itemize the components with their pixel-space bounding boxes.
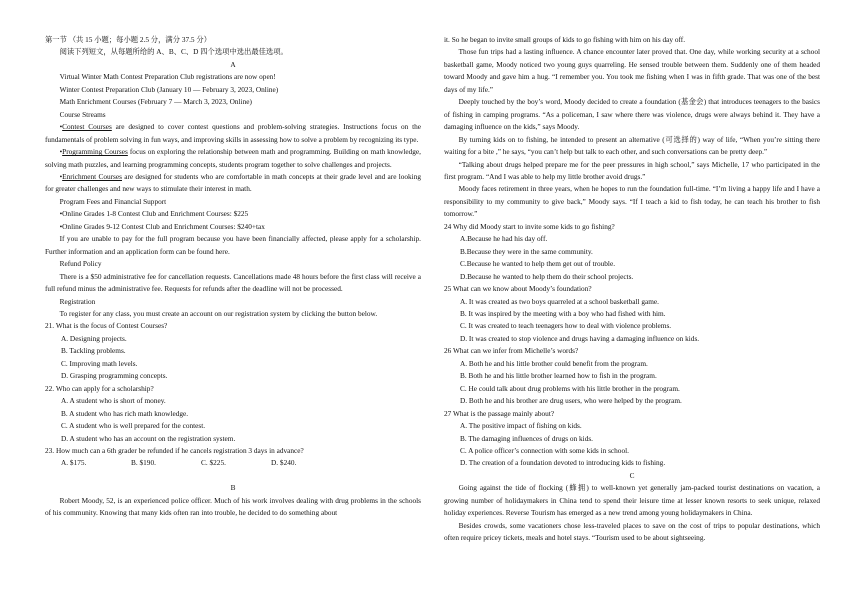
option: B. A student who has rich math knowledge.	[61, 408, 189, 418]
fee-item: •Online Grades 1-8 Contest Club and Enrichment Courses: $225	[59, 209, 249, 219]
passage-a-label: A	[230, 59, 236, 69]
enrichment-courses-paragraph: •Enrichment Courses are designed for students who are comfortable in math concepts at their grade level and are looking for greater challenges and new ways to stimulate their interest in math.	[45, 171, 421, 194]
question-22: 22. Who can apply for a scholarship?	[45, 383, 154, 393]
fees-text: If you are unable to pay for the full program because you have been financially affected, please apply for a scholarship. Further information and an application form can be found here.	[45, 234, 421, 256]
question-25: 25 What can we know about Moody’s foundation?	[444, 284, 592, 294]
option: B. Tackling problems.	[61, 346, 126, 356]
option: D. A student who has an account on the registration system.	[61, 433, 236, 443]
refund-text: There is a $50 administrative fee for cancellation requests. Cancellations made 48 hours before the first class will receive a full refund minus the administrative fee. Requests for refunds after the deadline will not be processed.	[45, 271, 421, 294]
contest-courses-term: Contest Courses	[62, 122, 112, 132]
question-24: 24 Why did Moody start to invite some kids to go fishing?	[444, 221, 615, 231]
instructions: 阅读下列短文，从每题所给的 A、B、C、D 四个选项中选出最佳选项。	[59, 47, 288, 57]
passage-b-continued: it. So he began to invite small groups of kids to go fishing with him on his day off.	[444, 35, 686, 44]
option: B.Because they were in the same community.	[460, 246, 593, 256]
question-26: 26 What can we infer from Michelle’s words?	[444, 346, 579, 356]
question-27: 27 What is the passage mainly about?	[444, 408, 555, 418]
option: D. $240.	[271, 458, 297, 468]
option: B. The damaging influences of drugs on kids.	[460, 433, 594, 443]
section-title: 第一节 （共 15 小题；每小题 2.5 分，满分 37.5 分）	[45, 35, 212, 44]
right-column	[444, 34, 820, 545]
passage-b-label: B	[230, 483, 236, 493]
option: A. $175.	[61, 458, 87, 468]
option: A. The positive impact of fishing on kids.	[460, 421, 582, 431]
passage-b-paragraph: “Talking about drugs helped prepare me for the peer pressures in high school,” says Michelle, 17 who participated in the first program. “And I was able to help my little brother avoid drugs.”	[444, 159, 820, 181]
option: C. A student who is well prepared for the contest.	[61, 421, 206, 431]
option: B. $190.	[131, 458, 156, 468]
option: A. Both he and his little brother could benefit from the program.	[460, 358, 648, 368]
option: C. He could talk about drug problems with his little brother in the program.	[460, 383, 680, 393]
option: D. Both he and his brother are drug users, who were helped by the program.	[460, 396, 682, 406]
left-column	[45, 34, 421, 520]
contest-courses-text: are designed to cover contest questions and problem-solving strategies. Instructions focus on the fundamentals of problem solving in fun ways, and improving skills in assessing how to solve a problem by recognizing its type.	[45, 122, 422, 144]
option: A. A student who is short of money.	[61, 396, 166, 406]
question-21: 21. What is the focus of Contest Courses?	[45, 321, 168, 331]
a-line: Math Enrichment Courses (February 7 — March 3, 2023, Online)	[59, 97, 252, 107]
passage-b-paragraph: By turning kids on to fishing, he intended to present an alternative (可选择的) way of life, “When you’re sitting there waiting for a bite ,” he says, “you can’t help but talk to each other, and such conversations can be pretty deep.”	[444, 134, 820, 157]
registration-title: Registration	[59, 296, 96, 306]
enrichment-courses-term: Enrichment Courses	[62, 171, 122, 181]
passage-b-paragraph: Deeply touched by the boy’s word, Moody decided to create a foundation (基金会) that introduces teenagers to the basics of fishing in camping programs. “As a policeman, I saw where there was violence, drugs were always behind it. They have a damaging influence on the kids,” says Moody.	[444, 97, 820, 132]
passage-c-label: C	[629, 470, 635, 480]
option: B. It was inspired by the meeting with a boy who had fished with him.	[460, 308, 666, 318]
registration-text: To register for any class, you must create an account on our registration system by clicking the button below.	[59, 308, 378, 318]
fees-title: Program Fees and Financial Support	[59, 196, 167, 206]
option: D. The creation of a foundation devoted to introducing kids to fishing.	[460, 458, 666, 468]
option: C. Improving math levels.	[61, 358, 138, 368]
a-line: Virtual Winter Math Contest Preparation Club registrations are now open!	[59, 72, 276, 82]
passage-c-paragraph: Besides crowds, some vacationers chose less-traveled places to save on the cost of trips to popular destinations, which often require pricey tickets, meals and hotel stays. “Tourism used to be about sightseeing.	[444, 520, 820, 543]
option: D. It was created to stop violence and drugs having a damaging influence on kids.	[460, 333, 700, 343]
passage-c-paragraph: Going against the tide of flocking (蜂拥) to well-known yet generally jam-packed tourist destinations on vacation, a growing number of holidaymakers in China tend to spend their leisure time at lesser known resorts to seek unique, relaxed holiday experiences. Reverse Tourism has emerged as a new trend among young holidaymakers in China.	[444, 483, 820, 518]
option: A. It was created as two boys quarreled at a school basketball game.	[460, 296, 659, 306]
option: C. A police officer’s connection with some kids in school.	[460, 445, 629, 455]
option: D. Grasping programming concepts.	[61, 371, 168, 381]
contest-courses-paragraph: •Contest Courses are designed to cover contest questions and problem-solving strategies. Instructions focus on the fundamentals of problem solving in fun ways, and improving skills in assessing how to solve a problem by recognizing its type.	[45, 122, 422, 144]
a-line: Course Streams	[59, 109, 106, 119]
option: A.Because he had his day off.	[460, 234, 548, 244]
passage-b-paragraph: Those fun trips had a lasting influence. A chance encounter later proved that. One day, while working security at a school basketball game, Moody noticed two young guys quarreling. He sensed trouble between them. Suddenly one of them headed toward Moody and gave him a hug. “I remember you. You took me fishing when I was in fifth grade. That was one of the best days of my life.”	[444, 47, 820, 94]
enrichment-courses-text: are designed for students who are comfortable in math concepts at their grade level and are looking for greater challenges and new ways to stimulate their interest in math.	[45, 171, 421, 194]
refund-title: Refund Policy	[59, 259, 102, 269]
programming-courses-paragraph: •Programming Courses focus on exploring the relationship between math and programming. Building on math knowledge, solving math puzzles, and learning programming concepts, students program together to solve challenges and projects.	[45, 147, 421, 169]
question-23: 23. How much can a 6th grader be refunded if he cancels registration 3 days in advance?	[45, 445, 304, 455]
programming-courses-text: focus on exploring the relationship between math and programming. Building on math knowledge, solving math puzzles, and learning programming concepts, students program together to solve challenges and projects.	[45, 147, 421, 169]
fee-item: •Online Grades 9-12 Contest Club and Enrichment Courses: $240+tax	[59, 221, 265, 231]
option: C.Because he wanted to help them get out of trouble.	[460, 259, 616, 269]
a-line: Winter Contest Preparation Club (January 10 — February 3, 2023, Online)	[59, 84, 279, 94]
option: B. Both he and his little brother learned how to fish in the program.	[460, 371, 657, 381]
option: A. Designing projects.	[61, 333, 127, 343]
programming-courses-term: Programming Courses	[62, 147, 128, 157]
passage-b-paragraph: Moody faces retirement in three years, when he hopes to run the foundation full-time. “I’m living a happy life and I have a responsibility to my community to give back,” Moody says. “If I teach a kid to fish today, he can teach his brother to fish tomorrow.”	[444, 184, 820, 219]
option: C. $225.	[201, 458, 226, 468]
passage-b-start: Robert Moody, 52, is an experienced police officer. Much of his work involves dealing with drug problems in the schools of his community. Knowing that many kids often ran into trouble, he decided to do something about	[45, 495, 421, 518]
question-23-options	[45, 457, 421, 469]
option: C. It was created to teach teenagers how to deal with violence problems.	[460, 321, 672, 331]
option: D.Because he wanted to help them do their school projects.	[460, 271, 634, 281]
